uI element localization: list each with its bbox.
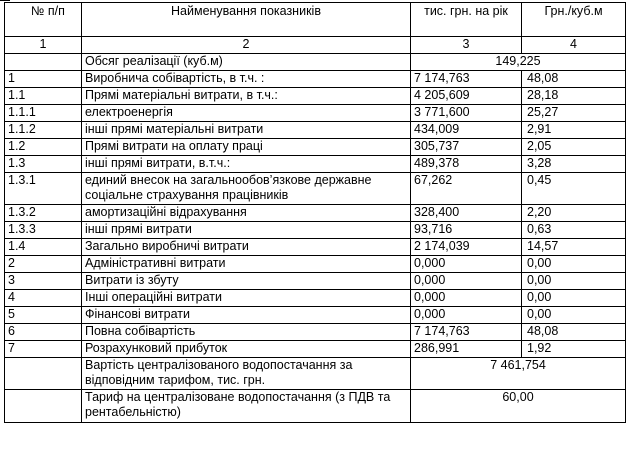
table-row [5, 256, 626, 273]
cost-total-number [5, 358, 82, 390]
table-row [5, 122, 626, 139]
table-row [5, 273, 626, 290]
row-uah-per-m3: 0,00 [522, 273, 626, 290]
row-indicator-name: інші прямі матеріальні витрати [82, 122, 411, 139]
row-indicator-name: Повна собівартість [82, 324, 411, 341]
row-number: 3 [5, 273, 82, 290]
volume-row [5, 54, 626, 71]
row-uah-per-m3: 48,08 [522, 324, 626, 341]
header-row [5, 3, 626, 37]
column-number: 2 [82, 37, 411, 54]
row-indicator-name: Витрати із збуту [82, 273, 411, 290]
row-thousand-uah: 0,000 [411, 273, 522, 290]
table-row [5, 71, 626, 88]
row-number: 1.3.2 [5, 205, 82, 222]
cost-total-row [5, 358, 626, 390]
table-row [5, 341, 626, 358]
row-thousand-uah: 93,716 [411, 222, 522, 239]
row-number: 1.1 [5, 88, 82, 105]
row-number: 1.3.3 [5, 222, 82, 239]
row-thousand-uah: 7 174,763 [411, 324, 522, 341]
row-thousand-uah: 0,000 [411, 290, 522, 307]
row-number: 2 [5, 256, 82, 273]
table-row [5, 290, 626, 307]
row-indicator-name: інші прямі витрати [82, 222, 411, 239]
row-uah-per-m3: 2,20 [522, 205, 626, 222]
row-indicator-name: Загально виробничі витрати [82, 239, 411, 256]
volume-value: 149,225 [411, 54, 626, 71]
row-indicator-name: Виробнича собівартість, в т.ч. : [82, 71, 411, 88]
column-numbers-row [5, 37, 626, 54]
row-uah-per-m3: 2,91 [522, 122, 626, 139]
row-indicator-name: Адміністративні витрати [82, 256, 411, 273]
header-indicator-name: Найменування показників [82, 3, 411, 37]
row-number: 1.3 [5, 156, 82, 173]
row-indicator-name: Інші операційні витрати [82, 290, 411, 307]
row-number: 1.1.2 [5, 122, 82, 139]
row-thousand-uah: 67,262 [411, 173, 522, 205]
row-indicator-name: Прямі матеріальні витрати, в т.ч.: [82, 88, 411, 105]
row-number: 6 [5, 324, 82, 341]
row-thousand-uah: 286,991 [411, 341, 522, 358]
volume-number [5, 54, 82, 71]
row-number: 1 [5, 71, 82, 88]
row-number: 1.3.1 [5, 173, 82, 205]
row-uah-per-m3: 1,92 [522, 341, 626, 358]
table-row [5, 222, 626, 239]
row-thousand-uah: 489,378 [411, 156, 522, 173]
row-indicator-name: електроенергія [82, 105, 411, 122]
row-thousand-uah: 4 205,609 [411, 88, 522, 105]
row-thousand-uah: 3 771,600 [411, 105, 522, 122]
table-row [5, 105, 626, 122]
volume-label: Обсяг реалізації (куб.м) [82, 54, 411, 71]
row-thousand-uah: 434,009 [411, 122, 522, 139]
row-uah-per-m3: 0,63 [522, 222, 626, 239]
row-number: 4 [5, 290, 82, 307]
row-number: 7 [5, 341, 82, 358]
row-thousand-uah: 2 174,039 [411, 239, 522, 256]
row-indicator-name: Прямі витрати на оплату праці [82, 139, 411, 156]
row-uah-per-m3: 48,08 [522, 71, 626, 88]
tariff-row [5, 390, 626, 423]
row-indicator-name: единий внесок на загальнообов’язкове державне соціальне страхування працівників [82, 173, 411, 205]
header-number: № п/п [5, 3, 82, 37]
row-indicator-name: Фінансові витрати [82, 307, 411, 324]
row-uah-per-m3: 0,00 [522, 256, 626, 273]
row-number: 1.2 [5, 139, 82, 156]
table-row [5, 324, 626, 341]
tariff-label: Тариф на централізоване водопостачання (з ПДВ та рентабельністю) [82, 390, 411, 423]
row-number: 1.4 [5, 239, 82, 256]
table-row [5, 88, 626, 105]
cost-total-value: 7 461,754 [411, 358, 626, 390]
table-row [5, 307, 626, 324]
row-number: 5 [5, 307, 82, 324]
tariff-number [5, 390, 82, 423]
row-indicator-name: Розрахунковий прибуток [82, 341, 411, 358]
table-row [5, 173, 626, 205]
row-uah-per-m3: 14,57 [522, 239, 626, 256]
header-thousand-uah: тис. грн. на рік [411, 3, 522, 37]
table-row [5, 205, 626, 222]
row-uah-per-m3: 28,18 [522, 88, 626, 105]
row-indicator-name: амортизаційні відрахування [82, 205, 411, 222]
row-thousand-uah: 305,737 [411, 139, 522, 156]
row-uah-per-m3: 0,00 [522, 290, 626, 307]
tariff-value: 60,00 [411, 390, 626, 423]
row-uah-per-m3: 25,27 [522, 105, 626, 122]
column-number: 1 [5, 37, 82, 54]
row-thousand-uah: 328,400 [411, 205, 522, 222]
header-uah-per-m3: Грн./куб.м [522, 3, 626, 37]
row-uah-per-m3: 3,28 [522, 156, 626, 173]
table-row [5, 239, 626, 256]
cost-total-label: Вартість централізованого водопостачання за відповідним тарифом, тис. грн. [82, 358, 411, 390]
row-indicator-name: інші прямі витрати, в.т.ч.: [82, 156, 411, 173]
row-thousand-uah: 0,000 [411, 256, 522, 273]
row-uah-per-m3: 0,45 [522, 173, 626, 205]
cost-structure-table [4, 2, 626, 423]
row-uah-per-m3: 0,00 [522, 307, 626, 324]
row-number: 1.1.1 [5, 105, 82, 122]
row-uah-per-m3: 2,05 [522, 139, 626, 156]
row-thousand-uah: 7 174,763 [411, 71, 522, 88]
column-number: 3 [411, 37, 522, 54]
column-number: 4 [522, 37, 626, 54]
table-row [5, 156, 626, 173]
row-thousand-uah: 0,000 [411, 307, 522, 324]
table-row [5, 139, 626, 156]
